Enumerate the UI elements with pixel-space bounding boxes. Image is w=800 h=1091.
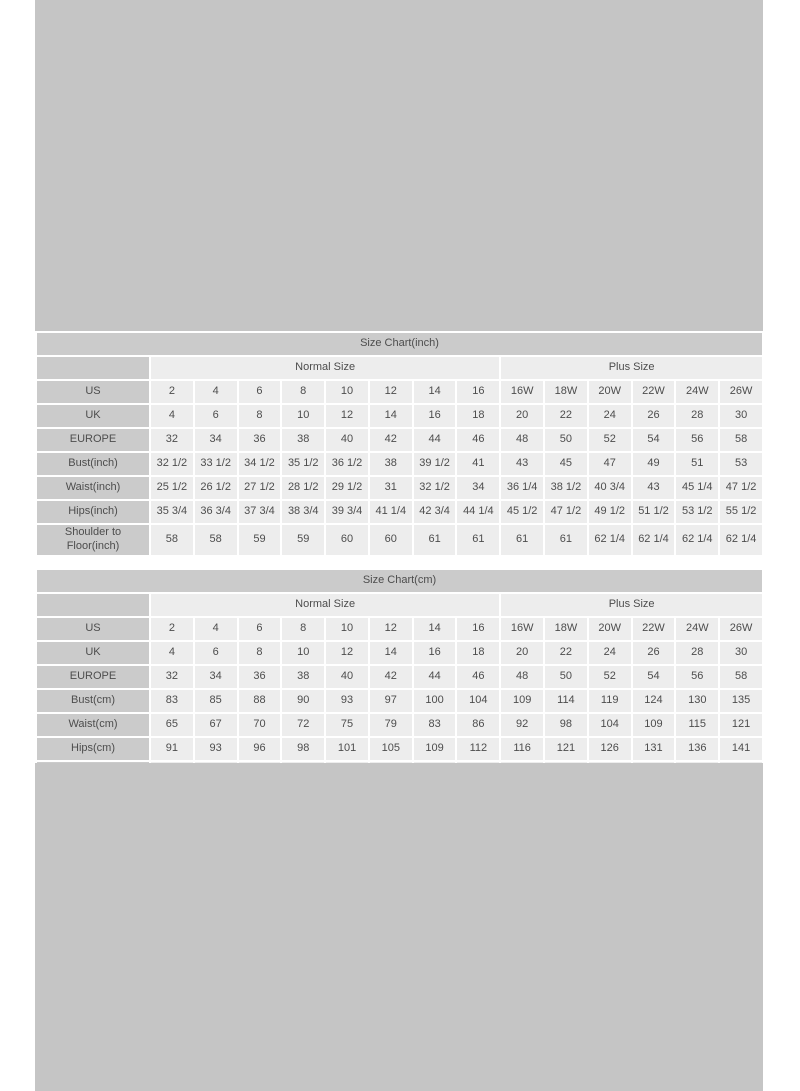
size-value-cell: 22W: [633, 381, 675, 403]
size-value-cell: 14: [414, 381, 456, 403]
row-label: Bust(inch): [37, 453, 149, 475]
size-value-cell: 26W: [720, 618, 762, 640]
size-chart-inch-table: [35, 331, 764, 557]
size-value-cell: 43: [501, 453, 543, 475]
size-value-cell: 51 1/2: [633, 501, 675, 523]
size-value-cell: 41: [457, 453, 499, 475]
size-value-cell: 62 1/4: [633, 525, 675, 555]
size-value-cell: 56: [676, 429, 718, 451]
size-value-cell: 50: [545, 429, 587, 451]
size-value-cell: 2: [151, 381, 193, 403]
size-value-cell: 79: [370, 714, 412, 736]
size-value-cell: 32 1/2: [151, 453, 193, 475]
size-value-cell: 135: [720, 690, 762, 712]
size-value-cell: 6: [195, 642, 237, 664]
size-value-cell: 70: [239, 714, 281, 736]
size-value-cell: 10: [326, 618, 368, 640]
size-value-cell: 26W: [720, 381, 762, 403]
size-value-cell: 30: [720, 642, 762, 664]
size-value-cell: 35 1/2: [282, 453, 324, 475]
row-label: UK: [37, 642, 149, 664]
size-chart-section: [0, 331, 800, 763]
table-row: [37, 738, 762, 760]
size-value-cell: 6: [239, 381, 281, 403]
row-label: Bust(cm): [37, 690, 149, 712]
size-value-cell: 22: [545, 642, 587, 664]
size-value-cell: 72: [282, 714, 324, 736]
size-value-cell: 54: [633, 666, 675, 688]
size-value-cell: 124: [633, 690, 675, 712]
size-value-cell: 105: [370, 738, 412, 760]
row-label: Shoulder to Floor(inch): [37, 525, 149, 555]
size-value-cell: 37 3/4: [239, 501, 281, 523]
size-value-cell: 16W: [501, 618, 543, 640]
size-value-cell: 98: [545, 714, 587, 736]
size-value-cell: 62 1/4: [589, 525, 631, 555]
size-value-cell: 36: [239, 429, 281, 451]
size-value-cell: 8: [282, 381, 324, 403]
size-value-cell: 26: [633, 405, 675, 427]
size-value-cell: 24W: [676, 618, 718, 640]
size-value-cell: 42 3/4: [414, 501, 456, 523]
size-value-cell: 12: [370, 618, 412, 640]
size-value-cell: 112: [457, 738, 499, 760]
size-value-cell: 38: [370, 453, 412, 475]
size-value-cell: 20W: [589, 381, 631, 403]
size-value-cell: 90: [282, 690, 324, 712]
size-value-cell: 40 3/4: [589, 477, 631, 499]
size-value-cell: 61: [545, 525, 587, 555]
size-value-cell: 16: [457, 381, 499, 403]
size-value-cell: 39 1/2: [414, 453, 456, 475]
size-value-cell: 38 3/4: [282, 501, 324, 523]
size-value-cell: 59: [239, 525, 281, 555]
size-value-cell: 34: [195, 429, 237, 451]
size-value-cell: 36 3/4: [195, 501, 237, 523]
size-value-cell: 83: [151, 690, 193, 712]
size-value-cell: 47 1/2: [545, 501, 587, 523]
size-value-cell: 109: [501, 690, 543, 712]
size-value-cell: 18W: [545, 381, 587, 403]
size-value-cell: 16W: [501, 381, 543, 403]
size-value-cell: 141: [720, 738, 762, 760]
size-value-cell: 114: [545, 690, 587, 712]
size-value-cell: 58: [195, 525, 237, 555]
size-value-cell: 26 1/2: [195, 477, 237, 499]
table-row: [37, 714, 762, 736]
size-value-cell: 47 1/2: [720, 477, 762, 499]
size-value-cell: 12: [370, 381, 412, 403]
size-value-cell: 8: [239, 642, 281, 664]
size-value-cell: 91: [151, 738, 193, 760]
size-value-cell: 34: [195, 666, 237, 688]
size-value-cell: 60: [370, 525, 412, 555]
size-value-cell: 49: [633, 453, 675, 475]
size-value-cell: 12: [326, 642, 368, 664]
size-value-cell: 58: [151, 525, 193, 555]
table-row: [37, 381, 762, 403]
size-value-cell: 10: [282, 642, 324, 664]
size-value-cell: 100: [414, 690, 456, 712]
size-value-cell: 22W: [633, 618, 675, 640]
size-value-cell: 36 1/4: [501, 477, 543, 499]
table-row: [37, 453, 762, 475]
row-label: Hips(inch): [37, 501, 149, 523]
size-value-cell: 98: [282, 738, 324, 760]
size-value-cell: 65: [151, 714, 193, 736]
size-value-cell: 42: [370, 429, 412, 451]
row-label: Hips(cm): [37, 738, 149, 760]
table-row: [37, 618, 762, 640]
size-value-cell: 16: [414, 642, 456, 664]
size-value-cell: 97: [370, 690, 412, 712]
size-value-cell: 75: [326, 714, 368, 736]
column-group-header: Normal Size: [151, 594, 499, 616]
size-value-cell: 121: [720, 714, 762, 736]
size-value-cell: 32 1/2: [414, 477, 456, 499]
table-row: [37, 666, 762, 688]
size-value-cell: 38: [282, 429, 324, 451]
size-value-cell: 109: [414, 738, 456, 760]
row-label: EUROPE: [37, 429, 149, 451]
size-value-cell: 56: [676, 666, 718, 688]
size-value-cell: 36 1/2: [326, 453, 368, 475]
size-value-cell: 62 1/4: [720, 525, 762, 555]
row-label: US: [37, 618, 149, 640]
size-value-cell: 48: [501, 666, 543, 688]
table-title: Size Chart(inch): [37, 333, 762, 355]
size-value-cell: 18: [457, 642, 499, 664]
size-value-cell: 8: [282, 618, 324, 640]
size-value-cell: 20: [501, 642, 543, 664]
size-value-cell: 24: [589, 642, 631, 664]
size-value-cell: 47: [589, 453, 631, 475]
table-title: Size Chart(cm): [37, 570, 762, 592]
size-value-cell: 38 1/2: [545, 477, 587, 499]
size-value-cell: 93: [326, 690, 368, 712]
size-value-cell: 34: [457, 477, 499, 499]
size-value-cell: 119: [589, 690, 631, 712]
size-value-cell: 83: [414, 714, 456, 736]
row-label: Waist(cm): [37, 714, 149, 736]
table-row: [37, 690, 762, 712]
size-value-cell: 48: [501, 429, 543, 451]
size-value-cell: 61: [457, 525, 499, 555]
size-value-cell: 45: [545, 453, 587, 475]
size-value-cell: 40: [326, 666, 368, 688]
size-value-cell: 33 1/2: [195, 453, 237, 475]
size-value-cell: 34 1/2: [239, 453, 281, 475]
size-value-cell: 45 1/2: [501, 501, 543, 523]
row-label: UK: [37, 405, 149, 427]
size-value-cell: 26: [633, 642, 675, 664]
size-value-cell: 46: [457, 429, 499, 451]
size-value-cell: 109: [633, 714, 675, 736]
size-value-cell: 30: [720, 405, 762, 427]
size-value-cell: 38: [282, 666, 324, 688]
size-value-cell: 24W: [676, 381, 718, 403]
size-value-cell: 14: [414, 618, 456, 640]
size-value-cell: 10: [326, 381, 368, 403]
size-value-cell: 36: [239, 666, 281, 688]
size-value-cell: 6: [195, 405, 237, 427]
column-group-header: Plus Size: [501, 357, 762, 379]
table-row: [37, 525, 762, 555]
size-value-cell: 25 1/2: [151, 477, 193, 499]
size-value-cell: 93: [195, 738, 237, 760]
size-value-cell: 59: [282, 525, 324, 555]
size-value-cell: 10: [282, 405, 324, 427]
corner-cell: [37, 594, 149, 616]
size-value-cell: 53 1/2: [676, 501, 718, 523]
size-value-cell: 104: [457, 690, 499, 712]
size-value-cell: 62 1/4: [676, 525, 718, 555]
size-value-cell: 131: [633, 738, 675, 760]
size-value-cell: 41 1/4: [370, 501, 412, 523]
size-value-cell: 24: [589, 405, 631, 427]
size-value-cell: 61: [414, 525, 456, 555]
column-group-header: Normal Size: [151, 357, 499, 379]
size-value-cell: 44 1/4: [457, 501, 499, 523]
size-value-cell: 4: [151, 405, 193, 427]
size-value-cell: 104: [589, 714, 631, 736]
size-value-cell: 42: [370, 666, 412, 688]
column-group-header: Plus Size: [501, 594, 762, 616]
size-value-cell: 35 3/4: [151, 501, 193, 523]
size-value-cell: 116: [501, 738, 543, 760]
size-value-cell: 14: [370, 642, 412, 664]
size-value-cell: 88: [239, 690, 281, 712]
table-row: [37, 501, 762, 523]
size-value-cell: 46: [457, 666, 499, 688]
size-value-cell: 2: [151, 618, 193, 640]
size-value-cell: 40: [326, 429, 368, 451]
size-value-cell: 58: [720, 666, 762, 688]
row-label: Waist(inch): [37, 477, 149, 499]
size-value-cell: 12: [326, 405, 368, 427]
size-value-cell: 50: [545, 666, 587, 688]
size-value-cell: 130: [676, 690, 718, 712]
size-value-cell: 49 1/2: [589, 501, 631, 523]
table-row: [37, 477, 762, 499]
size-value-cell: 54: [633, 429, 675, 451]
size-value-cell: 14: [370, 405, 412, 427]
size-value-cell: 31: [370, 477, 412, 499]
size-value-cell: 115: [676, 714, 718, 736]
size-value-cell: 55 1/2: [720, 501, 762, 523]
size-value-cell: 4: [151, 642, 193, 664]
size-value-cell: 60: [326, 525, 368, 555]
size-value-cell: 45 1/4: [676, 477, 718, 499]
size-value-cell: 20: [501, 405, 543, 427]
size-value-cell: 85: [195, 690, 237, 712]
size-chart-cm-table: [35, 568, 764, 786]
size-value-cell: 51: [676, 453, 718, 475]
size-value-cell: 27 1/2: [239, 477, 281, 499]
size-value-cell: 18: [457, 405, 499, 427]
row-label: US: [37, 381, 149, 403]
size-value-cell: 121: [545, 738, 587, 760]
size-value-cell: 101: [326, 738, 368, 760]
size-value-cell: 29 1/2: [326, 477, 368, 499]
size-value-cell: 8: [239, 405, 281, 427]
size-value-cell: 44: [414, 429, 456, 451]
product-image-placeholder-top: [35, 0, 763, 331]
size-value-cell: 16: [457, 618, 499, 640]
size-value-cell: 44: [414, 666, 456, 688]
size-value-cell: 39 3/4: [326, 501, 368, 523]
size-value-cell: 136: [676, 738, 718, 760]
row-label: EUROPE: [37, 666, 149, 688]
size-value-cell: 61: [501, 525, 543, 555]
size-value-cell: 86: [457, 714, 499, 736]
size-value-cell: 53: [720, 453, 762, 475]
size-value-cell: 20W: [589, 618, 631, 640]
table-row: [37, 405, 762, 427]
product-image-placeholder-bottom: [35, 763, 763, 1091]
size-value-cell: 4: [195, 381, 237, 403]
size-value-cell: 32: [151, 666, 193, 688]
size-value-cell: 4: [195, 618, 237, 640]
size-value-cell: 58: [720, 429, 762, 451]
table-row: [37, 429, 762, 451]
table-row: [37, 642, 762, 664]
size-value-cell: 28 1/2: [282, 477, 324, 499]
size-value-cell: 126: [589, 738, 631, 760]
size-value-cell: 52: [589, 666, 631, 688]
size-value-cell: 18W: [545, 618, 587, 640]
size-value-cell: 52: [589, 429, 631, 451]
size-value-cell: 32: [151, 429, 193, 451]
corner-cell: [37, 357, 149, 379]
size-value-cell: 6: [239, 618, 281, 640]
size-value-cell: 16: [414, 405, 456, 427]
size-value-cell: 43: [633, 477, 675, 499]
size-value-cell: 96: [239, 738, 281, 760]
size-value-cell: 92: [501, 714, 543, 736]
size-value-cell: 67: [195, 714, 237, 736]
size-value-cell: 28: [676, 642, 718, 664]
size-value-cell: 28: [676, 405, 718, 427]
size-value-cell: 22: [545, 405, 587, 427]
